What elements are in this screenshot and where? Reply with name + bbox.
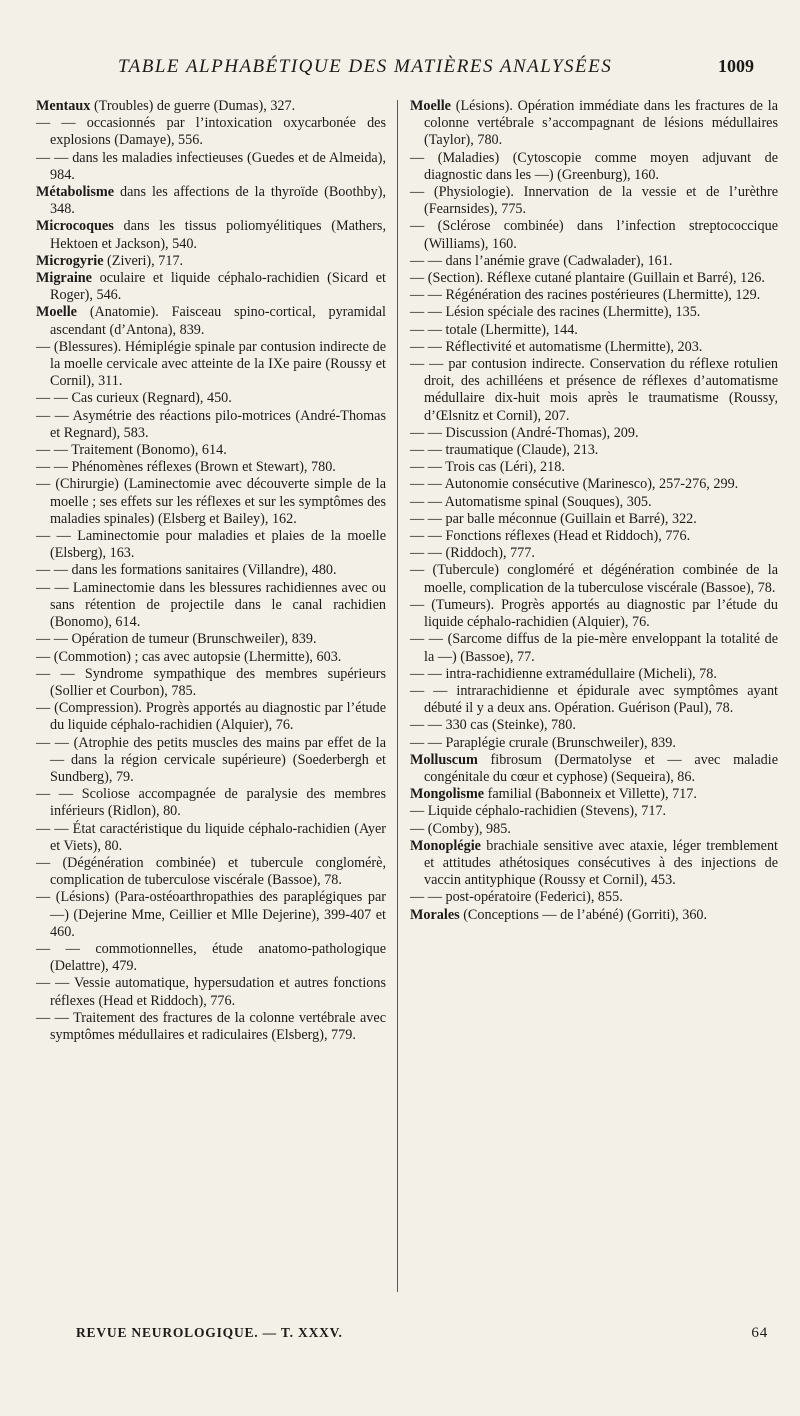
page-header (108, 56, 758, 88)
index-entry: — — occasionnés par l’intoxication oxycarbonée des explosions (Damaye), 556. (36, 115, 386, 149)
entry-headword: Microgyrie (36, 252, 104, 269)
index-entry: — — Laminectomie pour maladies et plaies de la moelle (Elsberg), 163. (36, 528, 386, 562)
index-entry: — — totale (Lhermitte), 144. (410, 321, 578, 338)
index-entry: — (Compression). Progrès apportés au diagnostic par l’étude du liquide céphalo-rachidien (Alquier), 76. (36, 700, 386, 734)
index-entry: — — par contusion indirecte. Conservation du réflexe rotulien droit, des achilléens et présence de réflexes d’automatisme médullaire dix-huit mois après le traumatisme (Roussy, d’Œlsnitz et Cornil), 207. (410, 356, 778, 424)
index-entry: — — Paraplégie crurale (Brunschweiler), 839. (410, 734, 676, 751)
index-entry: — — (Riddoch), 777. (410, 545, 535, 562)
index-entry: Mentaux (Troubles) de guerre (Dumas), 327. (36, 98, 296, 114)
right-column (410, 98, 778, 924)
index-entry: — — dans les maladies infectieuses (Guedes et de Almeida), 984. (36, 149, 386, 183)
index-entry: — — Scoliose accompagnée de paralysie des membres inférieurs (Ridlon), 80. (36, 786, 386, 820)
index-entry: Molluscum fibrosum (Dermatolyse et — avec maladie congénitale du cœur et cyphose) (Sequeira), 86. (410, 751, 778, 785)
entry-headword: Métabolisme (36, 184, 115, 201)
index-entry: — (Tumeurs). Progrès apportés au diagnostic par l’étude du liquide céphalo-rachidien (Alquier), 76. (410, 596, 778, 631)
running-title: TABLE ALPHABÉTIQUE DES MATIÈRES ANALYSÉES (118, 56, 613, 77)
index-entry: — — (Atrophie des petits muscles des mains par effet de la — dans la région cervicale supérieure) (Soederbergh et Sundberg), 79. (36, 734, 386, 785)
signature-mark: 64 (751, 1325, 768, 1341)
index-entry: — — Discussion (André-Thomas), 209. (410, 424, 639, 441)
index-entry: — — 330 cas (Steinke), 780. (410, 717, 576, 734)
index-entry: Morales (Conceptions — de l’abéné) (Gorriti), 360. (410, 906, 708, 923)
index-entry: — — Traitement (Bonomo), 614. (36, 442, 227, 459)
index-entry: — (Physiologie). Innervation de la vessie et de l’urèthre (Fearnsides), 775. (410, 184, 778, 218)
index-entry: — — (Sarcome diffus de la pie-mère enveloppant la totalité de la —) (Bassoe), 77. (410, 631, 778, 665)
index-entry: Microgyrie (Ziveri), 717. (36, 252, 184, 269)
index-entry: — (Lésions) (Para-ostéoarthropathies des paraplégiques par —) (Dejerine Mme, Ceillier et Mlle Dejerine), 399-407 et 460. (36, 889, 386, 940)
index-entry: — (Sclérose combinée) dans l’infection streptococcique (Williams), 160. (410, 218, 778, 252)
index-entry: — (Tubercule) congloméré et dégénération combinée de la moelle, complication de la tuberculose viscérale (Bassoe), 78. (410, 562, 778, 596)
index-entry: Métabolisme dans les affections de la thyroïde (Boothby), 348. (36, 184, 386, 218)
index-entry: — — intra-rachidienne extramédullaire (Micheli), 78. (410, 665, 717, 682)
journal-volume: REVUE NEUROLOGIQUE. — T. XXXV. (76, 1325, 343, 1340)
column-divider (397, 100, 398, 1292)
index-entry: — — Asymétrie des réactions pilo-motrices (André-Thomas et Regnard), 583. (36, 407, 386, 441)
entry-headword: Monoplégie (410, 837, 481, 854)
index-entry: — — Régénération des racines postérieures (Lhermitte), 129. (410, 287, 761, 304)
index-entry: — (Comby), 985. (410, 820, 511, 837)
index-entry: — (Section). Réflexe cutané plantaire (Guillain et Barré), 126. (410, 270, 765, 287)
index-entry: — — commotionnelles, étude anatomo-pathologique (Delattre), 479. (36, 940, 386, 975)
index-entry: Mongolisme familial (Babonneix et Villette), 717. (410, 786, 697, 803)
index-entry: — — Cas curieux (Regnard), 450. (36, 390, 232, 407)
index-entry: — — Automatisme spinal (Souques), 305. (410, 493, 652, 510)
index-entry: Monoplégie brachiale sensitive avec ataxie, léger tremblement et attitudes athétosiques consécutives à des injections de vaccin antityphique (Roussy et Cornil), 453. (410, 837, 778, 889)
index-entry: — — par balle méconnue (Guillain et Barré), 322. (410, 510, 697, 527)
index-entry: — — Fonctions réflexes (Head et Riddoch), 776. (410, 528, 691, 545)
index-entry: — (Maladies) (Cytoscopie comme moyen adjuvant de diagnostic dans les —) (Greenburg), 160. (410, 149, 778, 183)
entry-headword: Moelle (36, 304, 77, 321)
page-footer (76, 1325, 768, 1349)
index-entry: — — Autonomie consécutive (Marinesco), 257-276, 299. (410, 476, 739, 493)
index-entry: — — intrarachidienne et épidurale avec symptômes ayant débuté il y a deux ans. Opération. Guérison (Paul), 78. (410, 682, 778, 717)
index-entry: — — Phénomènes réflexes (Brown et Stewart), 780. (36, 459, 336, 476)
index-entry: — — État caractéristique du liquide céphalo-rachidien (Ayer et Viets), 80. (36, 820, 386, 854)
entry-headword: Moelle (410, 98, 451, 114)
index-entry: — — Laminectomie dans les blessures rachidiennes avec ou sans rétention de projectile dans le canal rachidien (Bonomo), 614. (36, 579, 386, 631)
index-entry: — — dans l’anémie grave (Cadwalader), 161. (410, 252, 673, 269)
entry-headword: Mongolisme (410, 786, 485, 803)
index-entry: Moelle (Lésions). Opération immédiate dans les fractures de la colonne vertébrale s’accompagnant de lésions médullaires (Taylor), 780. (410, 98, 778, 149)
index-entry: — — Trois cas (Léri), 218. (410, 459, 565, 476)
entry-headword: Mentaux (36, 98, 91, 114)
left-column (36, 98, 386, 1044)
index-entry: — — post-opératoire (Federici), 855. (410, 889, 623, 906)
index-entry: — (Dégénération combinée) et tubercule conglomérè, complication de tuberculose viscérale (Bassoe), 78. (36, 854, 386, 889)
index-entry: — (Chirurgie) (Laminectomie avec découverte simple de la moelle ; ses effets sur les réflexes et sur les symptômes des maladies spinales) (Elsberg et Bailey), 162. (36, 476, 386, 527)
index-entry: — — Lésion spéciale des racines (Lhermitte), 135. (410, 304, 701, 321)
page-number: 1009 (718, 56, 754, 76)
entry-headword: Microcoques (36, 218, 114, 235)
entry-headword: Migraine (36, 270, 92, 287)
index-entry: — (Commotion) ; cas avec autopsie (Lhermitte), 603. (36, 648, 342, 665)
entry-headword: Molluscum (410, 751, 478, 768)
index-entry: — Liquide céphalo-rachidien (Stevens), 717. (410, 803, 667, 820)
index-entry: — — Traitement des fractures de la colonne vertébrale avec symptômes médullaires et radiculaires (Elsberg), 779. (36, 1009, 386, 1043)
index-entry: — — traumatique (Claude), 213. (410, 442, 599, 459)
index-entry: — — Syndrome sympathique des membres supérieurs (Sollier et Courbon), 785. (36, 665, 386, 699)
index-entry: Migraine oculaire et liquide céphalo-rachidien (Sicard et Roger), 546. (36, 270, 386, 304)
entry-headword: Morales (410, 906, 460, 923)
index-entry: — — Opération de tumeur (Brunschweiler), 839. (36, 631, 317, 648)
index-entry: — — Réflectivité et automatisme (Lhermitte), 203. (410, 338, 703, 355)
index-entry: — (Blessures). Hémiplégie spinale par contusion indirecte de la moelle cervicale avec atteinte de la IXe paire (Roussy et Cornil), 311. (36, 338, 386, 390)
index-entry: Microcoques dans les tissus poliomyélitiques (Mathers, Hektoen et Jackson), 540. (36, 218, 386, 252)
index-entry: Moelle (Anatomie). Faisceau spino-cortical, pyramidal ascendant (d’Antona), 839. (36, 304, 386, 338)
index-entry: — — Vessie automatique, hypersudation et autres fonctions réflexes (Head et Riddoch), 776. (36, 975, 386, 1009)
index-entry: — — dans les formations sanitaires (Villandre), 480. (36, 562, 337, 579)
